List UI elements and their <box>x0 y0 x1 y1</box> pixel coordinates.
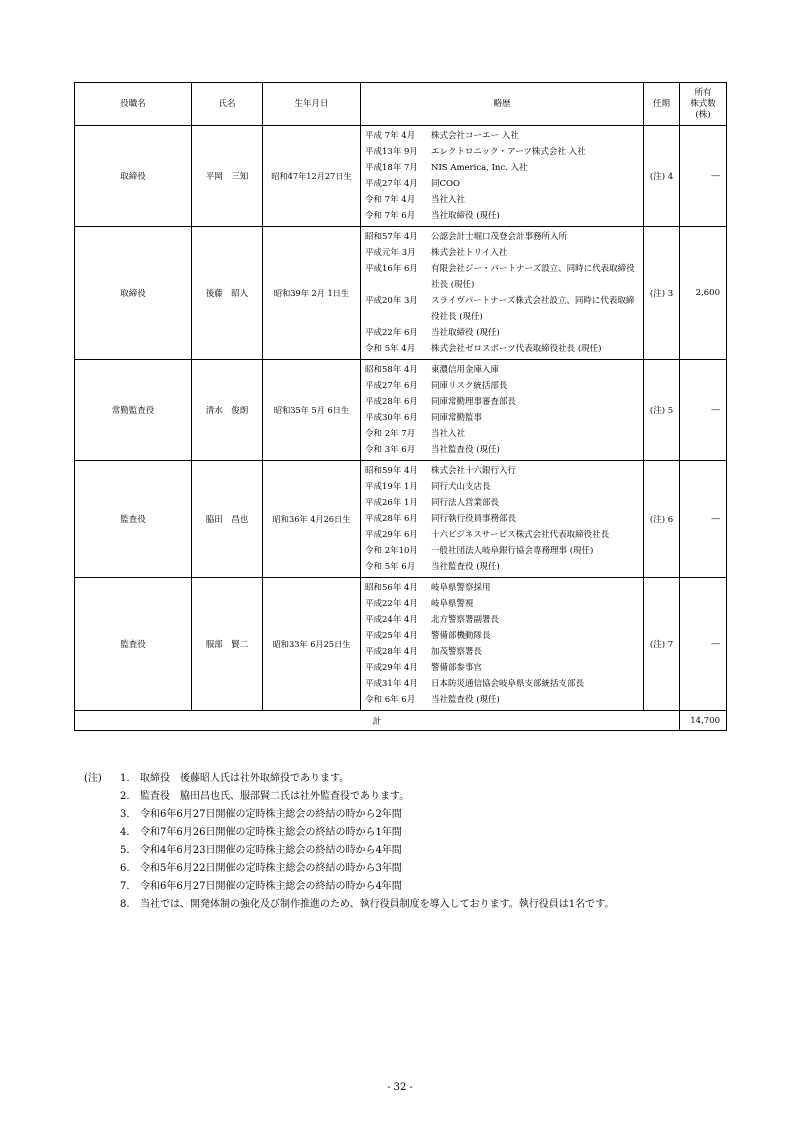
note-number: 2. <box>120 791 130 802</box>
career-entry <box>365 261 639 293</box>
career-entry <box>365 208 639 224</box>
career-text: エレクトロニック・アーツ株式会社 入社 <box>431 147 586 157</box>
career-entry <box>365 144 639 160</box>
career-text: 同行犬山支店長 <box>431 482 491 492</box>
officer-term: (注) 7 <box>644 578 680 711</box>
career-text: 東濃信用金庫入庫 <box>431 365 500 375</box>
career-entry <box>365 596 639 612</box>
note-item <box>84 806 744 824</box>
career-date: 平成31年 4月 <box>365 679 418 689</box>
career-text: 加茂警察署長 <box>431 647 483 657</box>
note-head <box>84 788 120 806</box>
career-entry <box>365 660 639 676</box>
note-head <box>84 842 120 860</box>
career-text: 岐阜県警視 <box>431 599 474 609</box>
career-date: 平成22年 6月 <box>365 328 418 338</box>
notes-list <box>84 770 744 914</box>
career-text: 同COO <box>431 179 460 189</box>
note-item <box>84 860 744 878</box>
career-entry <box>365 229 639 245</box>
career-date: 昭和59年 4月 <box>365 466 418 476</box>
table-row <box>75 461 727 578</box>
header-term: 任期 <box>644 83 680 126</box>
career-date: 平成25年 4月 <box>365 631 418 641</box>
career-date: 平成29年 6月 <box>365 530 418 540</box>
officer-career <box>361 126 644 227</box>
note-head <box>84 896 120 914</box>
note-head <box>84 824 120 842</box>
header-role: 役職名 <box>75 83 192 126</box>
officer-shares: ― <box>680 461 727 578</box>
note-head <box>84 878 120 896</box>
career-date: 令和 2年 7月 <box>365 429 416 439</box>
career-text: 当社取締役 (現任) <box>431 211 500 221</box>
career-text: 当社入社 <box>431 429 466 439</box>
note-number: 3. <box>120 809 130 820</box>
note-head <box>84 806 120 824</box>
career-entry <box>365 245 639 261</box>
note-head <box>84 860 120 878</box>
note-item <box>84 770 744 788</box>
career-entry <box>365 160 639 176</box>
note-item <box>84 824 744 842</box>
career-entry <box>365 410 639 426</box>
career-date: 平成13年 9月 <box>365 147 418 157</box>
career-text: 当社取締役 (現任) <box>431 328 500 338</box>
career-date: 平成27年 6月 <box>365 381 418 391</box>
career-text: 一般社団法人岐阜銀行協会専務理事 (現任) <box>431 546 594 556</box>
career-entry <box>365 362 639 378</box>
career-text: 当社監査役 (現任) <box>431 695 500 705</box>
note-text: 監査役 脇田昌也氏、服部賢二氏は社外監査役であります。 <box>140 791 410 802</box>
header-career: 略歴 <box>361 83 644 126</box>
officer-role: 取締役 <box>75 126 192 227</box>
officer-role: 監査役 <box>75 578 192 711</box>
career-text: 当社監査役 (現任) <box>431 562 500 572</box>
officer-role: 常勤監査役 <box>75 360 192 461</box>
table-row <box>75 126 727 227</box>
officer-role: 監査役 <box>75 461 192 578</box>
officer-name: 服部 賢二 <box>192 578 263 711</box>
career-date: 令和 7年 6月 <box>365 211 416 221</box>
header-shares <box>680 83 727 126</box>
total-label: 計 <box>75 711 680 731</box>
career-entry <box>365 341 639 357</box>
career-text: 同庫常勤監事 <box>431 413 483 423</box>
career-date: 令和 3年 6月 <box>365 445 416 455</box>
officer-name: 平岡 三知 <box>192 126 263 227</box>
note-head: (注) <box>84 773 102 784</box>
career-entry <box>365 176 639 192</box>
career-text: 日本防災通信協会岐阜県支部統括支部長 <box>431 679 585 689</box>
career-date: 平成 7年 4月 <box>365 131 416 141</box>
career-entry <box>365 128 639 144</box>
career-date: 平成20年 3月 <box>365 296 418 306</box>
career-date: 平成30年 6月 <box>365 413 418 423</box>
officer-shares: 2,600 <box>680 227 727 360</box>
note-number: 6. <box>120 863 130 874</box>
note-text: 令和4年6月23日開催の定時株主総会の終結の時から4年間 <box>140 845 402 856</box>
career-entry <box>365 676 639 692</box>
career-entry <box>365 559 639 575</box>
career-text: 十六ビジネスサービス株式会社代表取締役社長 <box>431 530 610 540</box>
note-item <box>84 878 744 896</box>
officer-term: (注) 6 <box>644 461 680 578</box>
officer-shares: ― <box>680 578 727 711</box>
note-item <box>84 896 744 914</box>
officer-career <box>361 461 644 578</box>
officer-shares: ― <box>680 126 727 227</box>
officer-name: 脇田 昌也 <box>192 461 263 578</box>
note-text: 令和5年6月22日開催の定時株主総会の終結の時から3年間 <box>140 863 402 874</box>
officer-birthdate: 昭和36年 4月26日生 <box>263 461 361 578</box>
career-date: 平成26年 1月 <box>365 498 418 508</box>
career-text: 株式会社コーエー 入社 <box>431 131 519 141</box>
career-date: 昭和57年 4月 <box>365 232 418 242</box>
career-text: 公認会計士堀口茂登会計事務所入所 <box>431 232 568 242</box>
note-text: 取締役 後藤昭人氏は社外取締役であります。 <box>140 773 350 784</box>
officer-name: 後藤 昭人 <box>192 227 263 360</box>
career-date: 令和 5年 6月 <box>365 562 416 572</box>
career-entry <box>365 378 639 394</box>
career-date: 平成28年 4月 <box>365 647 418 657</box>
career-text: NIS America, Inc. 入社 <box>431 163 528 173</box>
officer-term: (注) 5 <box>644 360 680 461</box>
career-entry <box>365 644 639 660</box>
officer-birthdate: 昭和35年 5月 6日生 <box>263 360 361 461</box>
career-date: 平成28年 6月 <box>365 397 418 407</box>
officer-shares: ― <box>680 360 727 461</box>
header-name: 氏名 <box>192 83 263 126</box>
career-entry <box>365 527 639 543</box>
note-text: 令和6年6月27日開催の定時株主総会の終結の時から2年間 <box>140 809 402 820</box>
officer-name: 清水 俊朗 <box>192 360 263 461</box>
career-text: 同庫リスク統括部長 <box>431 381 508 391</box>
note-number: 4. <box>120 827 130 838</box>
table-header-row <box>75 83 727 126</box>
career-text: 株式会社トリイ入社 <box>431 248 508 258</box>
note-item <box>84 842 744 860</box>
career-entry <box>365 325 639 341</box>
note-item <box>84 788 744 806</box>
career-text: 有限会社ジー・パートナーズ設立、同時に代表取締役社長 (現任) <box>431 264 635 290</box>
table-row <box>75 578 727 711</box>
note-text: 令和7年6月26日開催の定時株主総会の終結の時から1年間 <box>140 827 402 838</box>
officer-career <box>361 578 644 711</box>
table-row <box>75 227 727 360</box>
officer-term: (注) 3 <box>644 227 680 360</box>
career-date: 平成16年 6月 <box>365 264 418 274</box>
career-entry <box>365 692 639 708</box>
career-entry <box>365 394 639 410</box>
career-text: 北方警察署副署長 <box>431 615 500 625</box>
officers-table <box>74 82 727 731</box>
header-birth: 生年月日 <box>263 83 361 126</box>
note-number: 7. <box>120 881 130 892</box>
career-date: 平成27年 4月 <box>365 179 418 189</box>
career-entry <box>365 442 639 458</box>
note-text: 令和6年6月27日開催の定時株主総会の終結の時から4年間 <box>140 881 402 892</box>
career-text: 当社監査役 (現任) <box>431 445 500 455</box>
total-row <box>75 711 727 731</box>
officer-birthdate: 昭和33年 6月25日生 <box>263 578 361 711</box>
officer-role: 取締役 <box>75 227 192 360</box>
career-date: 令和 2年10月 <box>365 546 418 556</box>
officer-career <box>361 360 644 461</box>
career-date: 昭和58年 4月 <box>365 365 418 375</box>
career-entry <box>365 463 639 479</box>
career-text: 当社入社 <box>431 195 466 205</box>
career-entry <box>365 543 639 559</box>
career-date: 昭和56年 4月 <box>365 583 418 593</box>
career-entry <box>365 479 639 495</box>
career-date: 令和 6年 6月 <box>365 695 416 705</box>
header-shares-line: 所有 <box>694 87 712 98</box>
career-date: 平成24年 4月 <box>365 615 418 625</box>
career-text: 株式会社十六銀行入行 <box>431 466 517 476</box>
officer-term: (注) 4 <box>644 126 680 227</box>
career-entry <box>365 192 639 208</box>
career-date: 平成18年 7月 <box>365 163 418 173</box>
total-value: 14,700 <box>680 711 727 731</box>
career-text: 同庫常勤理事審査部長 <box>431 397 517 407</box>
header-shares-line: (株) <box>695 109 711 120</box>
career-entry <box>365 580 639 596</box>
officer-birthdate: 昭和39年 2月 1日生 <box>263 227 361 360</box>
career-text: スライヴパートナーズ株式会社設立、同時に代表取締役社長 (現任) <box>431 296 635 322</box>
table-row <box>75 360 727 461</box>
note-number: 5. <box>120 845 130 856</box>
page-number: - 32 - <box>387 1082 413 1093</box>
career-entry <box>365 612 639 628</box>
career-text: 同行法人営業部長 <box>431 498 500 508</box>
note-number: 1. <box>120 773 130 784</box>
career-date: 平成19年 1月 <box>365 482 418 492</box>
career-entry <box>365 628 639 644</box>
career-entry <box>365 426 639 442</box>
career-date: 令和 7年 4月 <box>365 195 416 205</box>
career-text: 株式会社ゼロスポーツ代表取締役社長 (現任) <box>431 344 602 354</box>
officer-career <box>361 227 644 360</box>
career-entry <box>365 293 639 325</box>
career-entry <box>365 495 639 511</box>
career-text: 岐阜県警察採用 <box>431 583 491 593</box>
career-date: 平成29年 4月 <box>365 663 418 673</box>
career-text: 警備部参事官 <box>431 663 483 673</box>
career-entry <box>365 511 639 527</box>
note-number: 8. <box>120 899 130 910</box>
note-text: 当社では、開発体制の強化及び制作推進のため、執行役員制度を導入しております。執行役員は1名です。 <box>140 899 615 910</box>
career-date: 平成28年 6月 <box>365 514 418 524</box>
officer-birthdate: 昭和47年12月27日生 <box>263 126 361 227</box>
career-date: 平成元年 3月 <box>365 248 416 258</box>
career-date: 令和 5年 4月 <box>365 344 416 354</box>
header-shares-line: 株式数 <box>690 98 716 109</box>
career-text: 警備部機動隊長 <box>431 631 491 641</box>
career-date: 平成22年 4月 <box>365 599 418 609</box>
career-text: 同行執行役員事務部長 <box>431 514 517 524</box>
